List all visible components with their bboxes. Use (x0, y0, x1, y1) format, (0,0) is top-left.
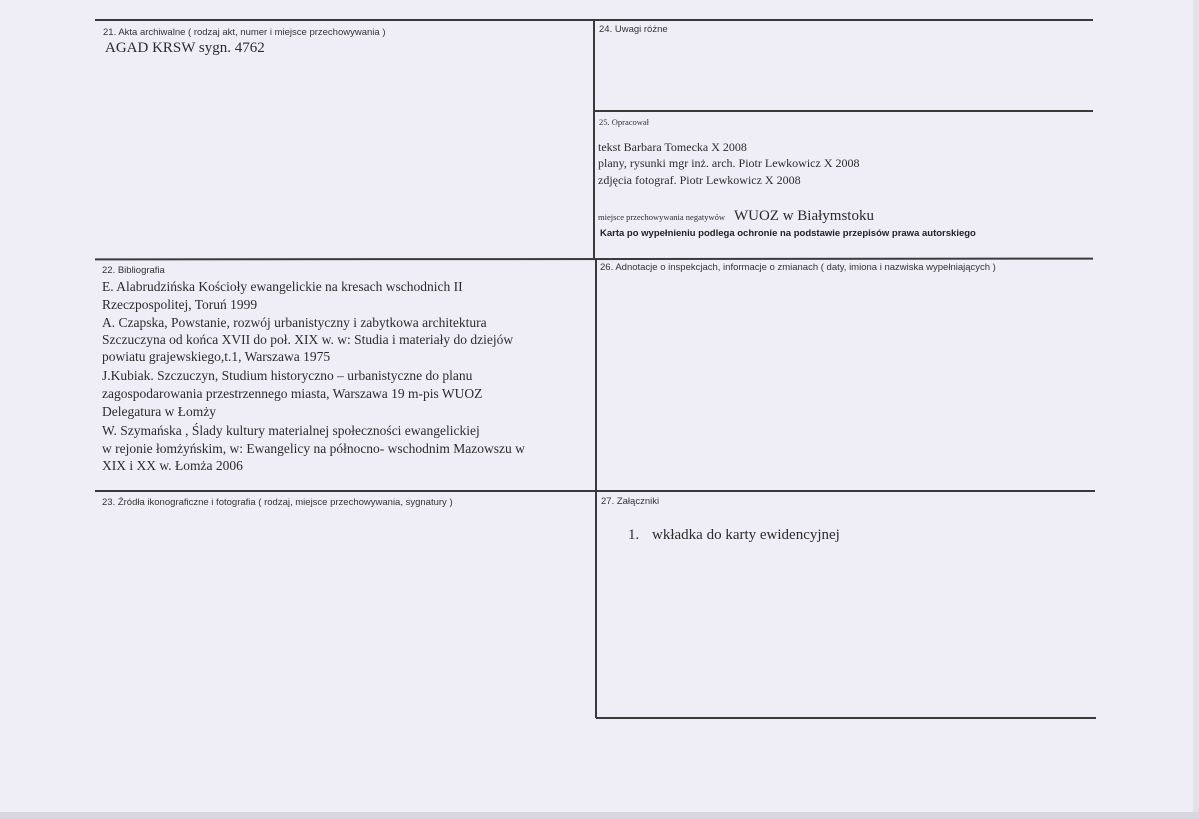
bibliography-line: W. Szymańska , Ślady kultury materialnej społeczności ewangelickiej (102, 423, 480, 438)
section-27-header: 27. Załączniki (601, 496, 660, 507)
bibliography-line: Szczuczyna od końca XVII do poł. XIX w. w: Studia i materiały do dziejów (102, 332, 514, 347)
bibliography-line: powiatu grajewskiego,t.1, Warszawa 1975 (102, 349, 331, 364)
scan-edge-right (1193, 0, 1199, 819)
center-divider-bottom (595, 258, 597, 718)
attachment-number: 1. (628, 527, 640, 543)
bibliography-line: Rzeczpospolitej, Toruń 1999 (102, 297, 258, 312)
bibliography-line: XIX i XX w. Łomża 2006 (102, 458, 243, 473)
section-25-header: 25. Opracował (599, 117, 650, 127)
rule-24-25 (594, 110, 1093, 112)
bibliography-line: A. Czapska, Powstanie, rozwój urbanistyczny i zabytkowa architektura (102, 315, 487, 330)
negatives-row (598, 207, 874, 225)
section-23-header: 23. Źródła ikonograficzne i fotografia ( rodzaj, miejsce przechowywania, sygnatury ) (102, 497, 453, 508)
section-22-header: 22. Bibliografia (102, 265, 165, 276)
bibliography-line: w rejonie łomżyńskim, w: Ewangelicy na północno- wschodnim Mazowszu w (102, 441, 525, 456)
section-21-header: 21. Akta archiwalne ( rodzaj akt, numer i miejsce przechowywania ) (103, 27, 386, 38)
section-25-line-3: zdjęcia fotograf. Piotr Lewkowicz X 2008 (598, 173, 801, 187)
rule-27-bottom (596, 717, 1096, 719)
section-21-content: AGAD KRSW sygn. 4762 (105, 40, 265, 56)
copyright-note: Karta po wypełnieniu podlega ochronie na podstawie przepisów prawa autorskiego (600, 228, 976, 239)
bibliography-line: E. Alabrudzińska Kościoły ewangelickie na kresach wschodnich II (102, 279, 463, 294)
section-24-header: 24. Uwagi różne (599, 24, 668, 35)
attachment-item (628, 527, 840, 544)
bibliography-line: zagospodarowania przestrzennego miasta, Warszawa 19 m-pis WUOZ (102, 386, 483, 401)
negatives-value: WUOZ w Białymstoku (733, 208, 874, 224)
scan-edge-bottom (0, 812, 1199, 819)
section-25-line-1: tekst Barbara Tomecka X 2008 (598, 140, 747, 154)
section-25-line-2: plany, rysunki mgr inż. arch. Piotr Lewkowicz X 2008 (598, 156, 860, 170)
bibliography-line: Delegatura w Łomży (102, 404, 216, 419)
center-divider-top (593, 19, 595, 258)
attachment-text: wkładka do karty ewidencyjnej (652, 527, 840, 543)
negatives-label: miejsce przechowywania negatywów (598, 212, 725, 222)
section-26-header: 26. Adnotacje o inspekcjach, informacje o zmianach ( daty, imiona i nazwiska wypełniających ) (600, 262, 996, 273)
bibliography-line: J.Kubiak. Szczuczyn, Studium historyczno – urbanistyczne do planu (102, 368, 473, 383)
